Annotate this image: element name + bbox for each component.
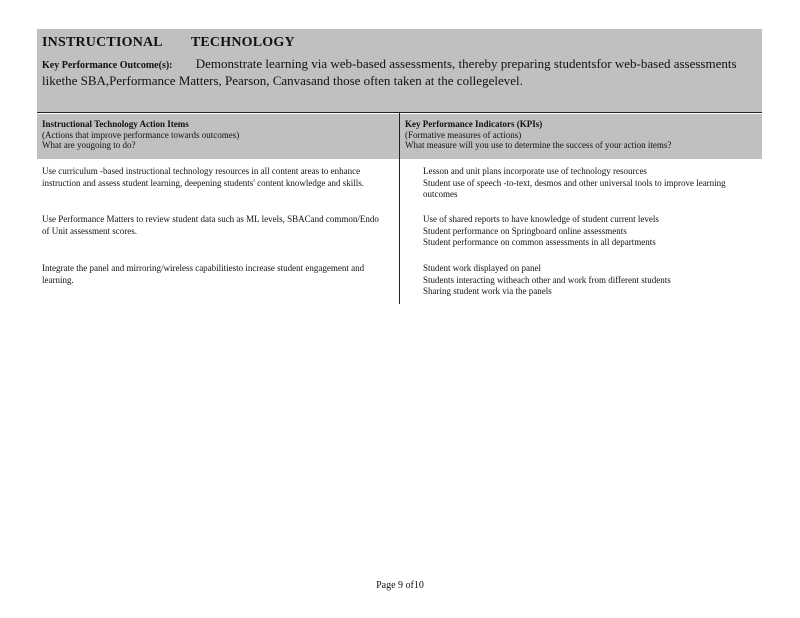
kpi-item: Student use of speech -to-text, desmos and other universal tools to improve learning outcomes xyxy=(423,177,726,199)
right-column-subtitle-2: What measure will you use to determine the success of your action items? xyxy=(405,140,672,150)
kpi-item: Use of shared reports to have knowledge of student current levels xyxy=(423,214,659,224)
kpi-item: Students interacting witheach other and work from different students xyxy=(423,274,671,285)
kpi-item: Sharing student work via the panels xyxy=(423,286,552,296)
page-number: Page 9 of10 xyxy=(376,580,424,591)
column-divider xyxy=(399,113,400,304)
outcome-label: Key Performance Outcome(s): xyxy=(42,60,173,71)
kpi-item: Student performance on Springboard online assessments xyxy=(423,225,627,236)
title-word-1: INSTRUCTIONAL xyxy=(42,35,163,50)
kpi-item: Student work displayed on panel xyxy=(423,263,541,273)
right-column-header xyxy=(405,119,757,151)
section-title xyxy=(42,35,295,51)
left-column-title: Instructional Technology Action Items xyxy=(42,119,189,129)
action-item-3: Integrate the panel and mirroring/wireless capabilitiesto increase student engagement and learning. xyxy=(42,263,365,285)
left-column-subtitle-1: (Actions that improve performance towards outcomes) xyxy=(42,129,240,140)
outcome-statement xyxy=(42,56,754,88)
right-column-subtitle-1: (Formative measures of actions) xyxy=(405,129,522,140)
outcome-text: Demonstrate learning via web-based assessments, thereby preparing studentsfor web-based assessments likethe SBA,Performance Matters, Pearson, Canvasand those often taken at the collegelevel. xyxy=(42,56,737,88)
kpi-list-1 xyxy=(405,166,755,201)
kpi-item: Lesson and unit plans incorporate use of technology resources xyxy=(423,166,647,176)
left-column-header xyxy=(42,119,394,151)
left-column-subtitle-2: What are yougoing to do? xyxy=(42,140,136,150)
kpi-item: Student performance on common assessments in all departments xyxy=(423,237,656,247)
right-column-title: Key Performance Indicators (KPIs) xyxy=(405,119,543,129)
kpi-list-3 xyxy=(405,263,755,298)
kpi-list-2 xyxy=(405,214,755,249)
action-item-1: Use curriculum -based instructional technology resources in all content areas to enhance instruction and assess student learning, deepening students' content knowledge and skills. xyxy=(42,166,365,188)
action-item-2: Use Performance Matters to review student data such as ML levels, SBACand common/Endo of Unit assessment scores. xyxy=(42,214,379,236)
title-word-2: TECHNOLOGY xyxy=(190,35,295,50)
